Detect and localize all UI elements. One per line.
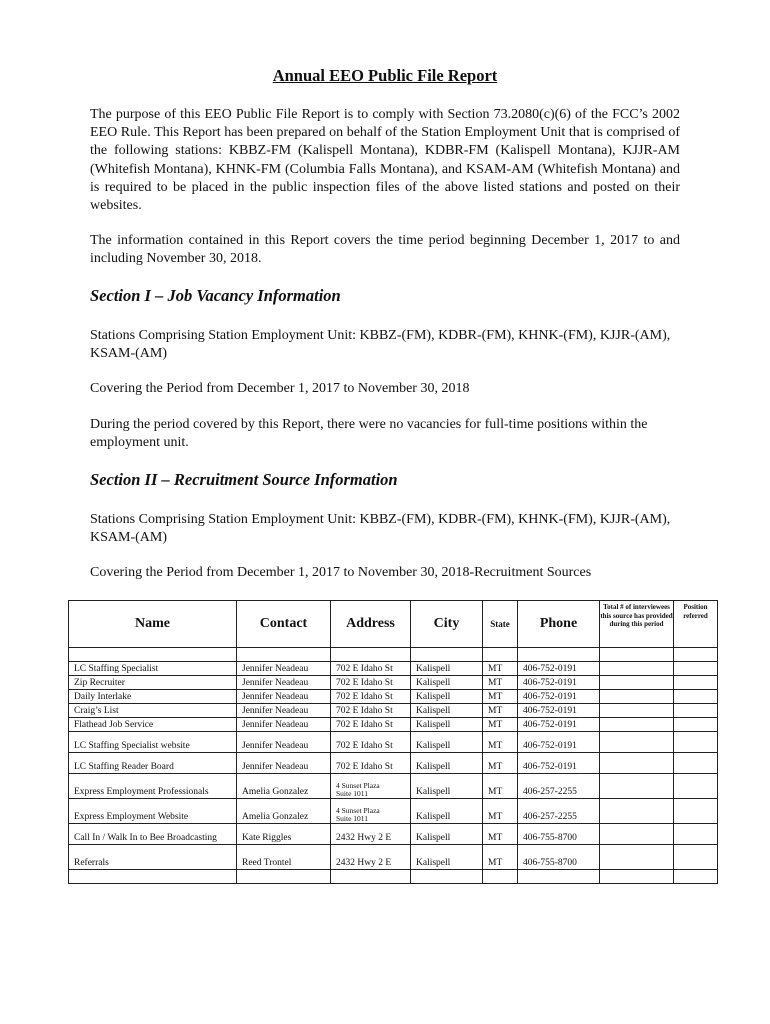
cell-name: Flathead Job Service: [69, 718, 237, 732]
cell-address: 702 E Idaho St: [331, 676, 411, 690]
recruitment-source-table: [68, 600, 718, 884]
cell-referred: [674, 824, 718, 845]
cell-address: 2432 Hwy 2 E: [331, 845, 411, 870]
cell-state: MT: [483, 704, 518, 718]
cell-address-line1: 4 Sunset Plaza: [336, 806, 380, 815]
table-spacer-row: [69, 648, 718, 662]
cell-city: Kalispell: [411, 690, 483, 704]
cell-name: Referrals: [69, 845, 237, 870]
cell-city: Kalispell: [411, 753, 483, 774]
table-row: [69, 774, 718, 799]
table-row: [69, 718, 718, 732]
cell-contact: Jennifer Neadeau: [237, 690, 331, 704]
cell-referred: [674, 676, 718, 690]
col-header-city: City: [411, 601, 483, 648]
cell-address-line2: Suite 1011: [336, 814, 369, 823]
cell-contact: Reed Trontel: [237, 845, 331, 870]
cell-referred: [674, 690, 718, 704]
cell-address-line1: 4 Sunset Plaza: [336, 781, 380, 790]
cell-name: LC Staffing Reader Board: [69, 753, 237, 774]
cell-total: [600, 676, 674, 690]
cell-address: 702 E Idaho St: [331, 753, 411, 774]
cell-address: 702 E Idaho St: [331, 662, 411, 676]
section-1-period: Covering the Period from December 1, 2017 to November 30, 2018: [90, 381, 470, 396]
section-1-stations: Stations Comprising Station Employment Unit: KBBZ-(FM), KDBR-(FM), KHNK-(FM), KJJR-(AM), KSAM-(AM): [90, 328, 671, 362]
cell-address: 702 E Idaho St: [331, 704, 411, 718]
cell-total: [600, 845, 674, 870]
cell-referred: [674, 753, 718, 774]
cell-address: [331, 799, 411, 824]
cell-name: Craig’s List: [69, 704, 237, 718]
cell-contact: Jennifer Neadeau: [237, 704, 331, 718]
cell-state: MT: [483, 662, 518, 676]
cell-address: [331, 774, 411, 799]
cell-address: 2432 Hwy 2 E: [331, 824, 411, 845]
cell-name: Express Employment Website: [69, 799, 237, 824]
cell-phone: 406-752-0191: [518, 732, 600, 753]
table-header-row: [69, 601, 718, 648]
cell-state: MT: [483, 824, 518, 845]
cell-contact: Jennifer Neadeau: [237, 753, 331, 774]
cell-total: [600, 732, 674, 753]
cell-referred: [674, 662, 718, 676]
col-header-address: Address: [331, 601, 411, 648]
col-header-contact: Contact: [237, 601, 331, 648]
cell-phone: 406-752-0191: [518, 690, 600, 704]
cell-address: 702 E Idaho St: [331, 718, 411, 732]
col-header-position-referred: Position referred: [674, 601, 718, 648]
intro-paragraph: The purpose of this EEO Public File Report is to comply with Section 73.2080(c)(6) of the FCC’s 2002 EEO Rule. This Report has been prepared on behalf of the Station Employment Unit that is comprised of the following stations: KBBZ-FM (Kalispell Montana), KDBR-FM (Kalispell Montana), KJJR-AM (Whitefish Montana), KHNK-FM (Columbia Falls Montana), and KSAM-AM (Whitefish Montana) and is required to be placed in the public inspection files of the above listed stations and posted on their websites.: [90, 107, 680, 214]
cell-state: MT: [483, 690, 518, 704]
table-row: [69, 676, 718, 690]
cell-city: Kalispell: [411, 732, 483, 753]
cell-name: Call In / Walk In to Bee Broadcasting: [69, 824, 237, 845]
cell-referred: [674, 732, 718, 753]
cell-phone: 406-257-2255: [518, 799, 600, 824]
cell-contact: Kate Riggles: [237, 824, 331, 845]
cell-referred: [674, 845, 718, 870]
cell-state: MT: [483, 718, 518, 732]
cell-name: LC Staffing Specialist website: [69, 732, 237, 753]
cell-name: Zip Recruiter: [69, 676, 237, 690]
cell-city: Kalispell: [411, 718, 483, 732]
cell-state: MT: [483, 676, 518, 690]
cell-city: Kalispell: [411, 824, 483, 845]
col-header-phone: Phone: [518, 601, 600, 648]
cell-phone: 406-752-0191: [518, 718, 600, 732]
cell-phone: 406-752-0191: [518, 753, 600, 774]
cell-city: Kalispell: [411, 799, 483, 824]
cell-contact: Amelia Gonzalez: [237, 774, 331, 799]
cell-phone: 406-752-0191: [518, 676, 600, 690]
document-title: Annual EEO Public File Report: [272, 66, 498, 85]
col-header-total-interviewees: Total # of interviewees this source has provided during this period: [600, 601, 674, 648]
cell-city: Kalispell: [411, 662, 483, 676]
cell-contact: Jennifer Neadeau: [237, 732, 331, 753]
table-row: [69, 704, 718, 718]
section-2-stations: Stations Comprising Station Employment Unit: KBBZ-(FM), KDBR-(FM), KHNK-(FM), KJJR-(AM), KSAM-(AM): [90, 512, 671, 546]
section-2-heading: Section II – Recruitment Source Information: [90, 470, 398, 489]
cell-contact: Amelia Gonzalez: [237, 799, 331, 824]
cell-referred: [674, 704, 718, 718]
cell-address: 702 E Idaho St: [331, 732, 411, 753]
cell-name: LC Staffing Specialist: [69, 662, 237, 676]
cell-total: [600, 824, 674, 845]
cell-total: [600, 799, 674, 824]
cell-contact: Jennifer Neadeau: [237, 718, 331, 732]
cell-state: MT: [483, 799, 518, 824]
cell-total: [600, 704, 674, 718]
cell-contact: Jennifer Neadeau: [237, 676, 331, 690]
table-row: [69, 753, 718, 774]
cell-referred: [674, 799, 718, 824]
section-1-heading: Section I – Job Vacancy Information: [90, 286, 341, 305]
cell-state: MT: [483, 732, 518, 753]
cell-phone: 406-752-0191: [518, 662, 600, 676]
cell-referred: [674, 718, 718, 732]
cell-city: Kalispell: [411, 845, 483, 870]
col-header-name: Name: [69, 601, 237, 648]
cell-state: MT: [483, 845, 518, 870]
cell-state: MT: [483, 774, 518, 799]
cell-total: [600, 662, 674, 676]
table-row: [69, 662, 718, 676]
table-row: [69, 799, 718, 824]
section-2-period: Covering the Period from December 1, 2017 to November 30, 2018-Recruitment Sources: [90, 565, 592, 580]
table-row: [69, 824, 718, 845]
cell-city: Kalispell: [411, 774, 483, 799]
table-row: [69, 845, 718, 870]
cell-city: Kalispell: [411, 704, 483, 718]
cell-phone: 406-755-8700: [518, 824, 600, 845]
cell-total: [600, 690, 674, 704]
cell-referred: [674, 774, 718, 799]
cell-phone: 406-257-2255: [518, 774, 600, 799]
cell-phone: 406-755-8700: [518, 845, 600, 870]
cell-total: [600, 753, 674, 774]
cell-address-line2: Suite 1011: [336, 789, 369, 798]
cell-name: Express Employment Professionals: [69, 774, 237, 799]
table-empty-row: [69, 870, 718, 884]
cell-contact: Jennifer Neadeau: [237, 662, 331, 676]
col-header-state: State: [483, 601, 518, 648]
cell-state: MT: [483, 753, 518, 774]
cell-address: 702 E Idaho St: [331, 690, 411, 704]
period-paragraph: The information contained in this Report covers the time period beginning December 1, 2017 to and including November 30, 2018.: [90, 233, 680, 267]
cell-total: [600, 774, 674, 799]
cell-total: [600, 718, 674, 732]
section-1-vacancies: During the period covered by this Report, there were no vacancies for full-time positions within the employment unit.: [90, 417, 648, 451]
cell-phone: 406-752-0191: [518, 704, 600, 718]
table-row: [69, 690, 718, 704]
table-row: [69, 732, 718, 753]
cell-name: Daily Interlake: [69, 690, 237, 704]
cell-city: Kalispell: [411, 676, 483, 690]
